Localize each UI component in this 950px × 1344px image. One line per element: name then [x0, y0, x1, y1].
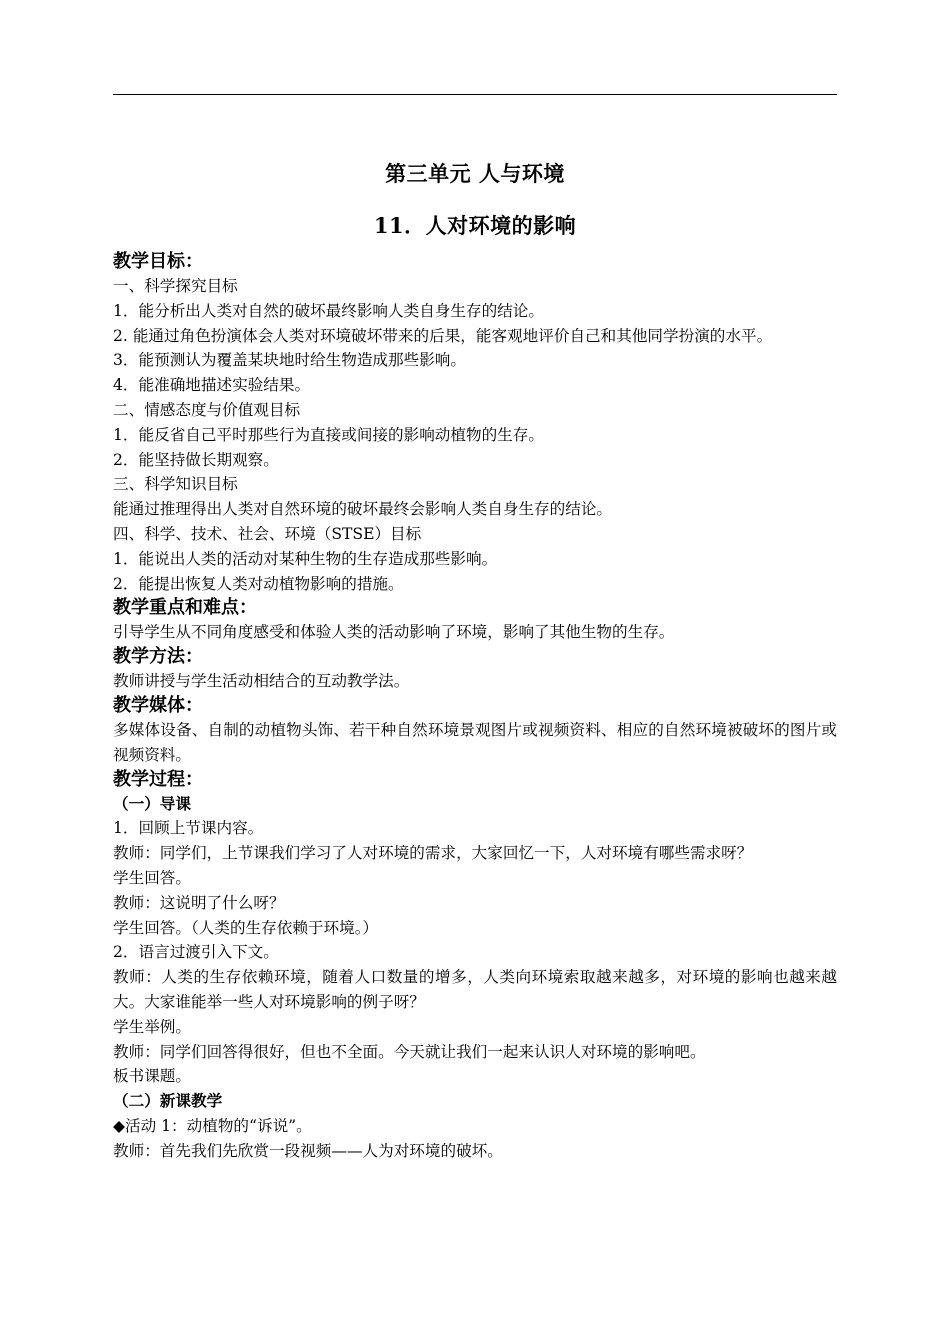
- section-heading-media: 教学媒体：: [113, 694, 203, 716]
- header-rule: [113, 94, 837, 95]
- section-heading-methods: 教学方法：: [113, 646, 203, 668]
- unit-title: 第三单元 人与环境: [385, 161, 565, 186]
- methods-text: 教师讲授与学生活动相结合的互动教学法。: [113, 672, 410, 691]
- process-line: 教师：同学们回答得很好，但也不全面。今天就让我们一起来认识人对环境的影响吧。: [113, 1042, 706, 1061]
- objective-item: 1．能分析出人类对自然的破坏最终影响人类自身生存的结论。: [113, 301, 544, 320]
- process-line: 学生回答。（人类的生存依赖于环境。）: [113, 918, 379, 937]
- title-block: [113, 158, 837, 242]
- process-line: 教师：首先我们先欣赏一段视频——人为对环境的破坏。: [113, 1141, 503, 1160]
- process-line: ◆活动 1：动植物的“诉说”。: [113, 1116, 312, 1135]
- objective-category: 一、科学探究目标: [113, 277, 238, 295]
- process-line: 板书课题。: [113, 1067, 191, 1086]
- objective-item: 1．能反省自己平时那些行为直接或间接的影响动植物的生存。: [113, 425, 544, 444]
- section-heading-objectives: 教学目标：: [113, 251, 203, 272]
- objective-item: 1．能说出人类的活动对某种生物的生存造成那些影响。: [113, 549, 498, 568]
- objective-item: 2. 能通过角色扮演体会人类对环境破坏带来的后果，能客观地评价自己和其他同学扮演的水平。: [113, 326, 773, 345]
- process-line: 教师：这说明了什么呀？: [113, 893, 285, 912]
- document-body: [113, 250, 837, 1164]
- process-line: 2．语言过渡引入下文。: [113, 943, 279, 962]
- objective-item: 能通过推理得出人类对自然环境的破坏最终会影响人类自身生存的结论。: [113, 500, 613, 519]
- process-line: 教师：人类的生存依赖环境，随着人口数量的增多，人类向环境索取越来越多，对环境的影响也越来越大。大家谁能举一些人对环境影响的例子呀？: [113, 968, 837, 1011]
- lesson-title: 11．人对环境的影响: [373, 213, 577, 238]
- process-line: 学生回答。: [113, 868, 191, 887]
- process-line: 教师：同学们，上节课我们学习了人对环境的需求，大家回忆一下，人对环境有哪些需求呀？: [113, 844, 753, 863]
- section-heading-process: 教学过程：: [113, 768, 203, 790]
- objective-category: 四、科学、技术、社会、环境（STSE）目标: [113, 524, 422, 543]
- objective-item: 4．能准确地描述实验结果。: [113, 376, 311, 395]
- section-heading-key-points: 教学重点和难点：: [113, 597, 257, 619]
- key-points-text: 引导学生从不同角度感受和体验人类的活动影响了环境，影响了其他生物的生存。: [113, 623, 675, 642]
- objective-category: 二、情感态度与价值观目标: [113, 400, 301, 419]
- media-text: 多媒体设备、自制的动植物头饰、若干种自然环境景观图片或视频资料、相应的自然环境被破坏的图片或视频资料。: [113, 720, 837, 764]
- process-line: 学生举例。: [113, 1017, 191, 1036]
- objective-item: 2．能坚持做长期观察。: [113, 450, 279, 469]
- process-part-title: （一）导课: [113, 793, 191, 813]
- objective-category: 三、科学知识目标: [113, 475, 238, 494]
- objective-item: 3．能预测认为覆盖某块地时给生物造成那些影响。: [113, 351, 466, 370]
- objective-item: 2．能提出恢复人类对动植物影响的措施。: [113, 574, 404, 593]
- process-line: 1．回顾上节课内容。: [113, 819, 264, 838]
- process-part-title: （二）新课教学: [113, 1091, 223, 1111]
